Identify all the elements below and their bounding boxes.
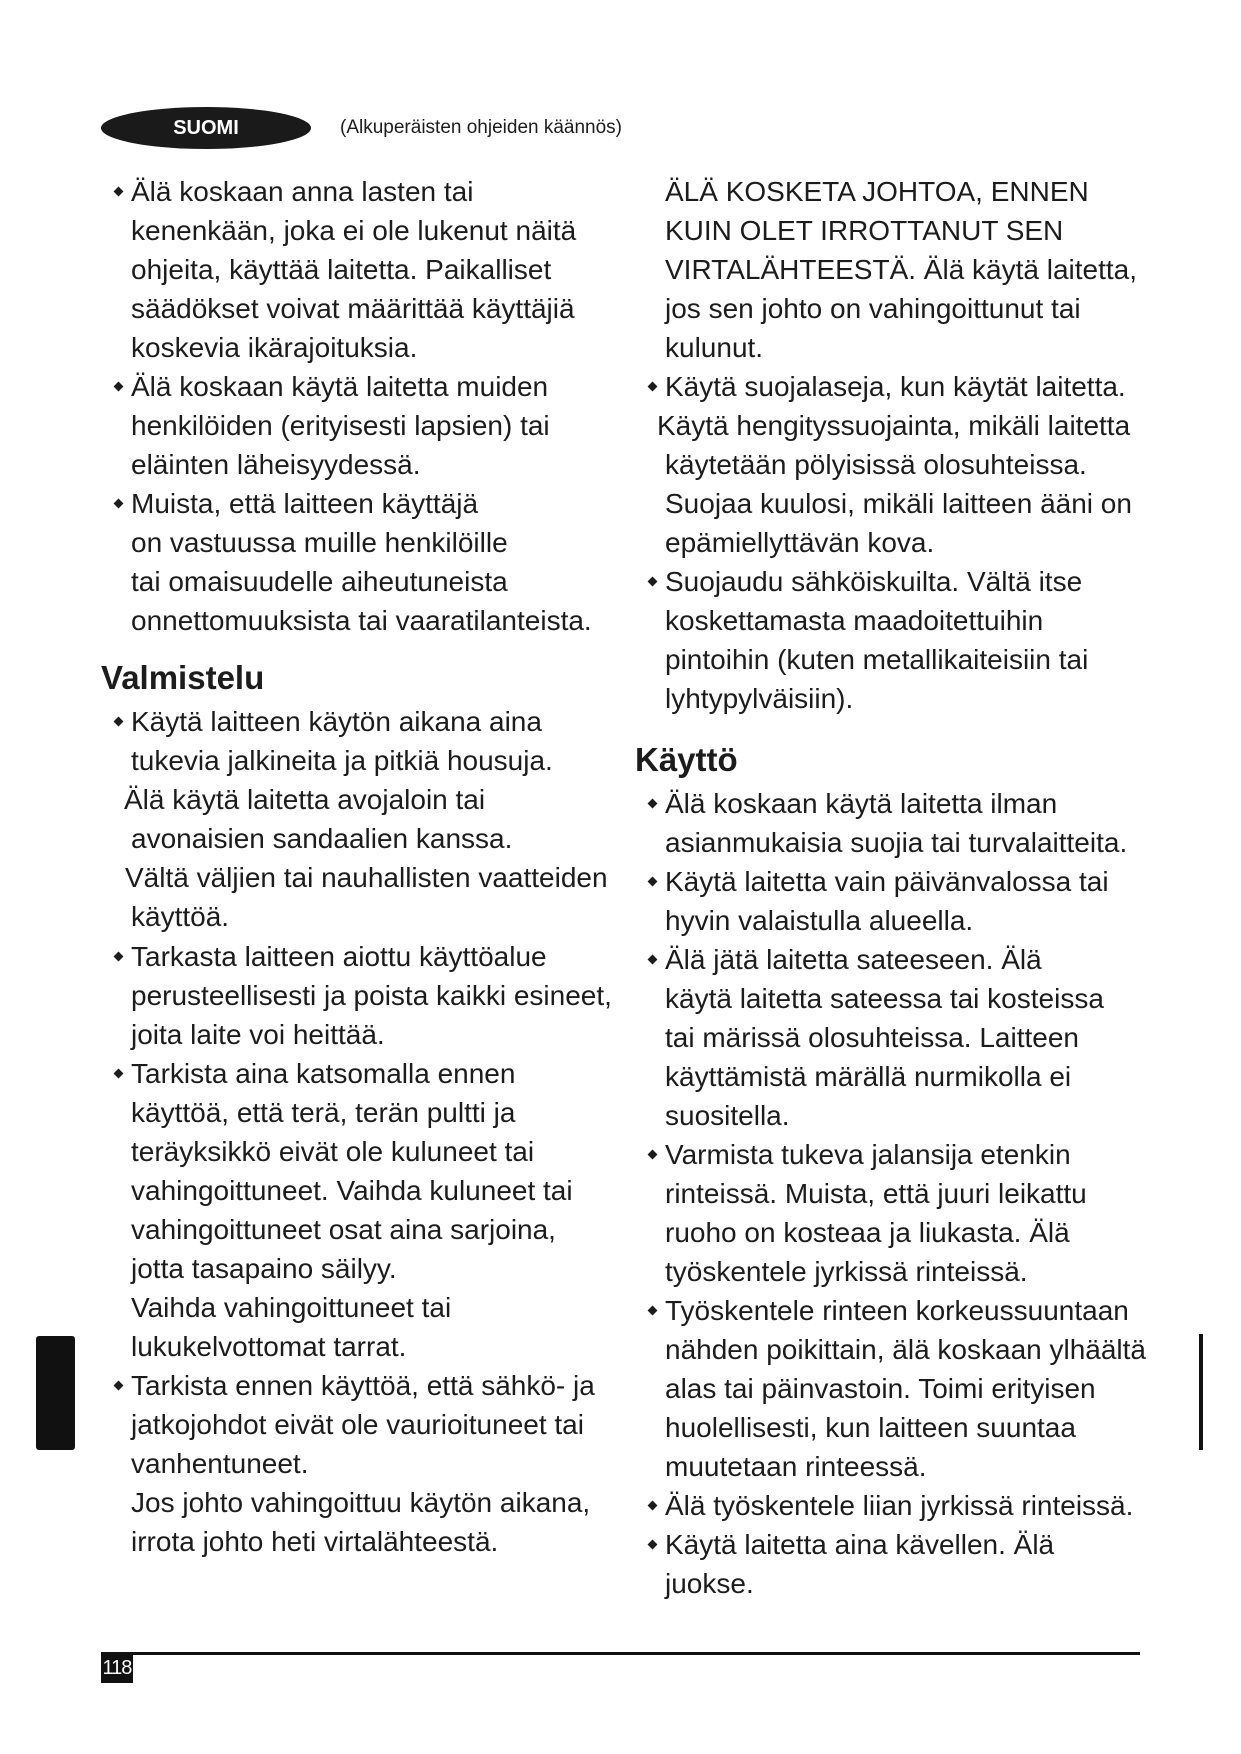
text-line: Vältä väljien tai nauhallisten vaatteiden <box>125 862 608 893</box>
bullet-icon <box>114 187 124 197</box>
text-line: vahingoittuneet osat aina sarjoina, <box>131 1214 556 1245</box>
bullet-icon <box>648 382 658 392</box>
text-line: huolellisesti, kun laitteen suuntaa <box>665 1412 1076 1443</box>
text-line: henkilöiden (erityisesti lapsien) tai <box>131 410 550 441</box>
text-line: lyhtypylväisiin). <box>665 683 854 714</box>
text-line: käytetään pölyisissä olosuhteissa. <box>665 449 1087 480</box>
text-line: jotta tasapaino säilyy. <box>131 1253 397 1284</box>
bullet-icon <box>648 1540 658 1550</box>
text-line: Käytä laitetta aina kävellen. Älä <box>665 1529 1055 1560</box>
text-line: teräyksikkö eivät ole kuluneet tai <box>131 1136 535 1167</box>
text-line: tai omaisuudelle aiheutuneista <box>131 566 508 597</box>
bullet-icon <box>648 799 658 809</box>
text-line: kulunut. <box>665 332 764 363</box>
text-line: suositella. <box>665 1100 790 1131</box>
text-line: Käytä suojalaseja, kun käytät laitetta. <box>665 371 1126 402</box>
text-line: vahingoittuneet. Vaihda kuluneet tai <box>131 1175 573 1206</box>
text-line: koskevia ikärajoituksia. <box>131 332 418 363</box>
text-line: Työskentele rinteen korkeussuuntaan <box>665 1295 1129 1326</box>
text-line: Muista, että laitteen käyttäjä <box>131 488 479 519</box>
text-line: työskentele jyrkissä rinteissä. <box>665 1256 1028 1287</box>
text-line: käytä laitetta sateessa tai kosteissa <box>665 983 1104 1014</box>
side-tab-marker <box>36 1336 75 1450</box>
bullet-icon <box>648 877 658 887</box>
side-rule <box>1199 1334 1203 1450</box>
bullet-icon <box>648 1501 658 1511</box>
bullet-icon <box>648 955 658 965</box>
text-line: Älä koskaan käytä laitetta ilman <box>665 788 1058 819</box>
bullet-icon <box>648 577 658 587</box>
text-line: kenenkään, joka ei ole lukenut näitä <box>131 215 577 246</box>
text-line: lukukelvottomat tarrat. <box>131 1331 407 1362</box>
bullet-icon <box>648 1150 658 1160</box>
bullet-icon <box>114 499 124 509</box>
text-line: hyvin valaistulla alueella. <box>665 905 974 936</box>
footer-divider <box>101 1652 1140 1655</box>
text-line: Älä työskentele liian jyrkissä rinteissä. <box>665 1490 1134 1521</box>
text-line: käyttöä. <box>131 901 230 932</box>
bullet-icon <box>114 382 124 392</box>
text-line: rinteissä. Muista, että juuri leikattu <box>665 1178 1087 1209</box>
text-line: käyttämistä märällä nurmikolla ei <box>665 1061 1072 1092</box>
text-line: Tarkista ennen käyttöä, että sähkö- ja <box>131 1370 595 1401</box>
text-line: Varmista tukeva jalansija etenkin <box>665 1139 1071 1170</box>
text-line: perusteellisesti ja poista kaikki esineet, <box>131 980 612 1011</box>
translation-note: (Alkuperäisten ohjeiden käännös) <box>340 117 623 138</box>
page-number: 118 <box>101 1653 133 1683</box>
section-heading-valmistelu: Valmistelu <box>101 659 265 696</box>
text-line: tai märissä olosuhteissa. Laitteen <box>665 1022 1079 1053</box>
text-line: muutetaan rinteessä. <box>665 1451 927 1482</box>
text-line: Käytä laitteen käytön aikana aina <box>131 706 542 737</box>
text-line: käyttöä, että terä, terän pultti ja <box>131 1097 516 1128</box>
text-line: tukevia jalkineita ja pitkiä housuja. <box>131 745 553 776</box>
text-line: Tarkista aina katsomalla ennen <box>131 1058 516 1089</box>
text-line: Vaihda vahingoittuneet tai <box>131 1292 452 1323</box>
text-line: Käytä hengityssuojainta, mikäli laitetta <box>657 410 1131 441</box>
text-line: juokse. <box>665 1568 754 1599</box>
text-line: Älä käytä laitetta avojaloin tai <box>124 784 486 815</box>
text-line: Suojaa kuulosi, mikäli laitteen ääni on <box>665 488 1132 519</box>
text-line: jatkojohdot eivät ole vaurioituneet tai <box>131 1409 584 1440</box>
text-line: ÄLÄ KOSKETA JOHTOA, ENNEN <box>665 176 1089 207</box>
text-line: Käytä laitetta vain päivänvalossa tai <box>665 866 1109 897</box>
section-heading-kaytto: Käyttö <box>635 741 738 778</box>
text-line: asianmukaisia suojia tai turvalaitteita. <box>665 827 1128 858</box>
bullet-icon <box>114 952 124 962</box>
text-line: Suojaudu sähköiskuilta. Vältä itse <box>665 566 1083 597</box>
text-line: vanhentuneet. <box>131 1448 309 1479</box>
text-line: VIRTALÄHTEESTÄ. Älä käytä laitetta, <box>665 254 1138 285</box>
text-line: Jos johto vahingoittuu käytön aikana, <box>131 1487 591 1518</box>
language-badge: SUOMI <box>101 107 311 149</box>
text-line: jos sen johto on vahingoittunut tai <box>665 293 1081 324</box>
text-line: ohjeita, käyttää laitetta. Paikalliset <box>131 254 552 285</box>
text-line: pintoihin (kuten metallikaiteisiin tai <box>665 644 1089 675</box>
text-line: Älä koskaan käytä laitetta muiden <box>131 371 549 402</box>
text-line: eläinten läheisyydessä. <box>131 449 421 480</box>
text-line: KUIN OLET IRROTTANUT SEN <box>665 215 1064 246</box>
text-line: Älä jätä laitetta sateeseen. Älä <box>665 944 1042 975</box>
text-line: avonaisien sandaalien kanssa. <box>131 823 513 854</box>
bullet-icon <box>114 1069 124 1079</box>
text-line: säädökset voivat määrittää käyttäjiä <box>131 293 575 324</box>
text-line: alas tai päinvastoin. Toimi erityisen <box>665 1373 1096 1404</box>
text-line: joita laite voi heittää. <box>131 1019 385 1050</box>
text-line: onnettomuuksista tai vaaratilanteista. <box>131 605 592 636</box>
text-line: Tarkasta laitteen aiottu käyttöalue <box>131 941 547 972</box>
bullet-icon <box>114 1381 124 1391</box>
text-line: irrota johto heti virtalähteestä. <box>131 1526 499 1557</box>
bullet-icon <box>648 1306 658 1316</box>
text-line: on vastuussa muille henkilöille <box>131 527 508 558</box>
text-line: ruoho on kosteaa ja liukasta. Älä <box>665 1217 1070 1248</box>
text-line: nähden poikittain, älä koskaan ylhäältä <box>665 1334 1147 1365</box>
text-line: epämiellyttävän kova. <box>665 527 935 558</box>
bullet-icon <box>114 717 124 727</box>
text-line: koskettamasta maadoitettuihin <box>665 605 1044 636</box>
text-line: Älä koskaan anna lasten tai <box>131 176 474 207</box>
